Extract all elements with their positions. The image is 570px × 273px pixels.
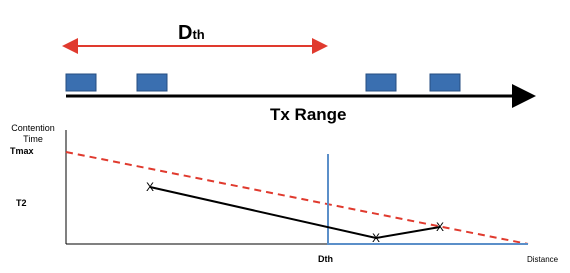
node-box	[366, 74, 396, 91]
point-marker: X	[435, 220, 445, 234]
dth-label: Dth	[178, 22, 205, 44]
node-box	[430, 74, 460, 91]
x-axis-title: Distance	[527, 255, 559, 264]
tmax-label: Tmax	[10, 146, 34, 156]
node-box	[137, 74, 167, 91]
tmax-dashed-line	[66, 152, 528, 244]
contention-curve	[150, 187, 440, 238]
y-axis-title: Contention Time	[11, 123, 55, 144]
point-marker: X	[145, 180, 155, 194]
tx-range-label: Tx Range	[270, 105, 347, 124]
t2-label: T2	[16, 198, 27, 208]
node-box	[66, 74, 96, 91]
dth-axis-label: Dth	[318, 254, 333, 264]
dth-step-line	[328, 154, 528, 244]
point-marker: X	[371, 231, 381, 245]
